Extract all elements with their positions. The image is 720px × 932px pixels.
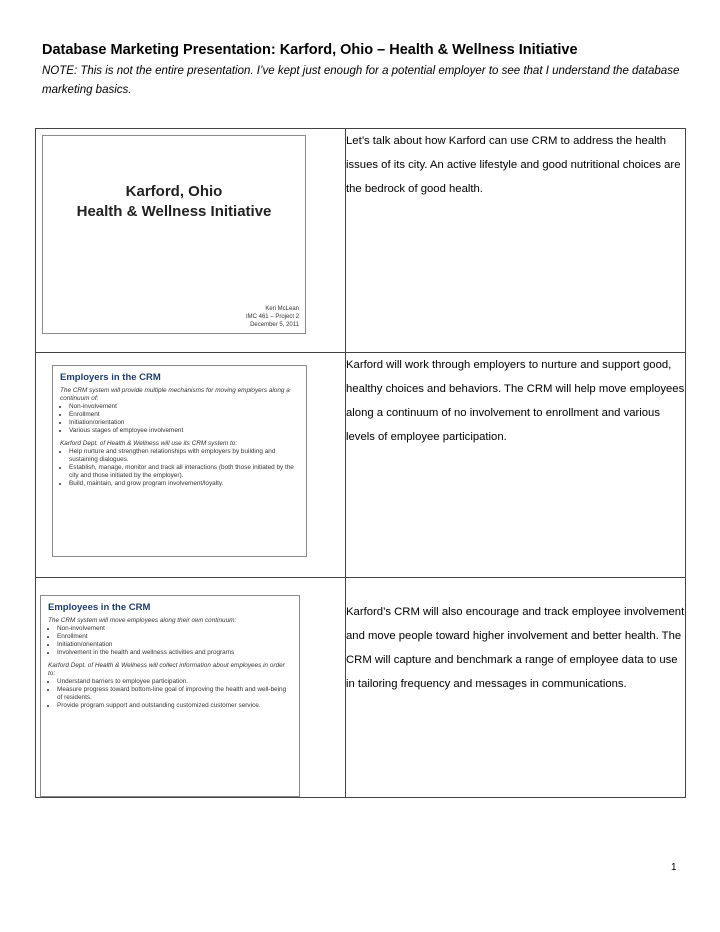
list-item: • Non-involvement	[69, 403, 299, 411]
slide-date: December 5, 2011	[250, 322, 299, 328]
slide-intro-2: Karford Dept. of Health & Wellness will use its CRM system to:	[60, 440, 238, 447]
list-item: • Involvement in the health and wellness activities and programs	[57, 649, 292, 657]
table-row	[36, 578, 686, 798]
page-number: 1	[671, 862, 677, 873]
list-item: • Provide program support and outstanding customized customer service.	[57, 702, 292, 710]
slide-notes: Karford’s CRM will also encourage and track employee involvement and move people toward higher involvement and better health. The CRM will capture and benchmark a range of employee data to use in tailoring frequency and messages in communications.	[346, 578, 686, 798]
list-item: • Initiation/orientation	[69, 419, 299, 427]
list-item: • Build, maintain, and grow program involvement/loyalty.	[69, 480, 299, 488]
list-item: • Measure progress toward bottom-line goal of improving the health and well-being of residents.	[57, 686, 292, 702]
slide-thumbnail-cell	[36, 129, 346, 353]
list-item: • Help nurture and strengthen relationships with employers by building and sustaining dialogues.	[69, 448, 299, 464]
slide-intro: The CRM system will move employees along their own continuum:	[48, 617, 237, 624]
slide-thumbnail	[40, 595, 300, 797]
table-row	[36, 129, 686, 353]
list-item: • Initiation/orientation	[57, 641, 292, 649]
slide-course: IMC 461 – Project 2	[245, 314, 299, 320]
slide-thumbnail-cell	[36, 353, 346, 578]
slide-thumbnail	[42, 135, 306, 334]
list-item: • Non-involvement	[57, 625, 292, 633]
slide-heading: Employees in the CRM	[48, 602, 151, 613]
slide-thumbnail	[52, 365, 307, 557]
slide-title-line1: Karford, Ohio	[125, 183, 223, 200]
slide-title-line2: Health & Wellness Initiative	[76, 203, 272, 220]
table-row	[36, 353, 686, 578]
list-item: • Various stages of employee involvement	[69, 427, 299, 435]
list-item: • Enrollment	[57, 633, 292, 641]
slide-thumbnail-cell	[36, 578, 346, 798]
slide-notes: Karford will work through employers to nurture and support good, healthy choices and behaviors. The CRM will help move employees along a continuum of no involvement to enrollment and various levels of employee participation.	[346, 353, 686, 578]
slide-intro-2: Karford Dept. of Health & Wellness will collect information about employees in order to:	[48, 662, 285, 677]
list-item: • Understand barriers to employee participation.	[57, 678, 292, 686]
slides-table	[35, 128, 686, 798]
slide-notes: Let’s talk about how Karford can use CRM to address the health issues of its city. An active lifestyle and good nutritional choices are the bedrock of good health.	[346, 129, 686, 353]
document-title: Database Marketing Presentation: Karford, Ohio – Health & Wellness Initiative	[42, 42, 578, 58]
list-item: • Enrollment	[69, 411, 299, 419]
slide-intro: The CRM system will provide multiple mechanisms for moving employers along a continuum of:	[60, 387, 290, 402]
slide-author: Keri McLean	[265, 306, 299, 312]
slide-heading: Employers in the CRM	[60, 372, 161, 383]
list-item: • Establish, manage, monitor and track all interactions (both those initiated by the city and those initiated by the employer).	[69, 464, 299, 480]
document-note: NOTE: This is not the entire presentation. I’ve kept just enough for a potential employer to see that I understand the database marketing basics.	[42, 65, 680, 96]
